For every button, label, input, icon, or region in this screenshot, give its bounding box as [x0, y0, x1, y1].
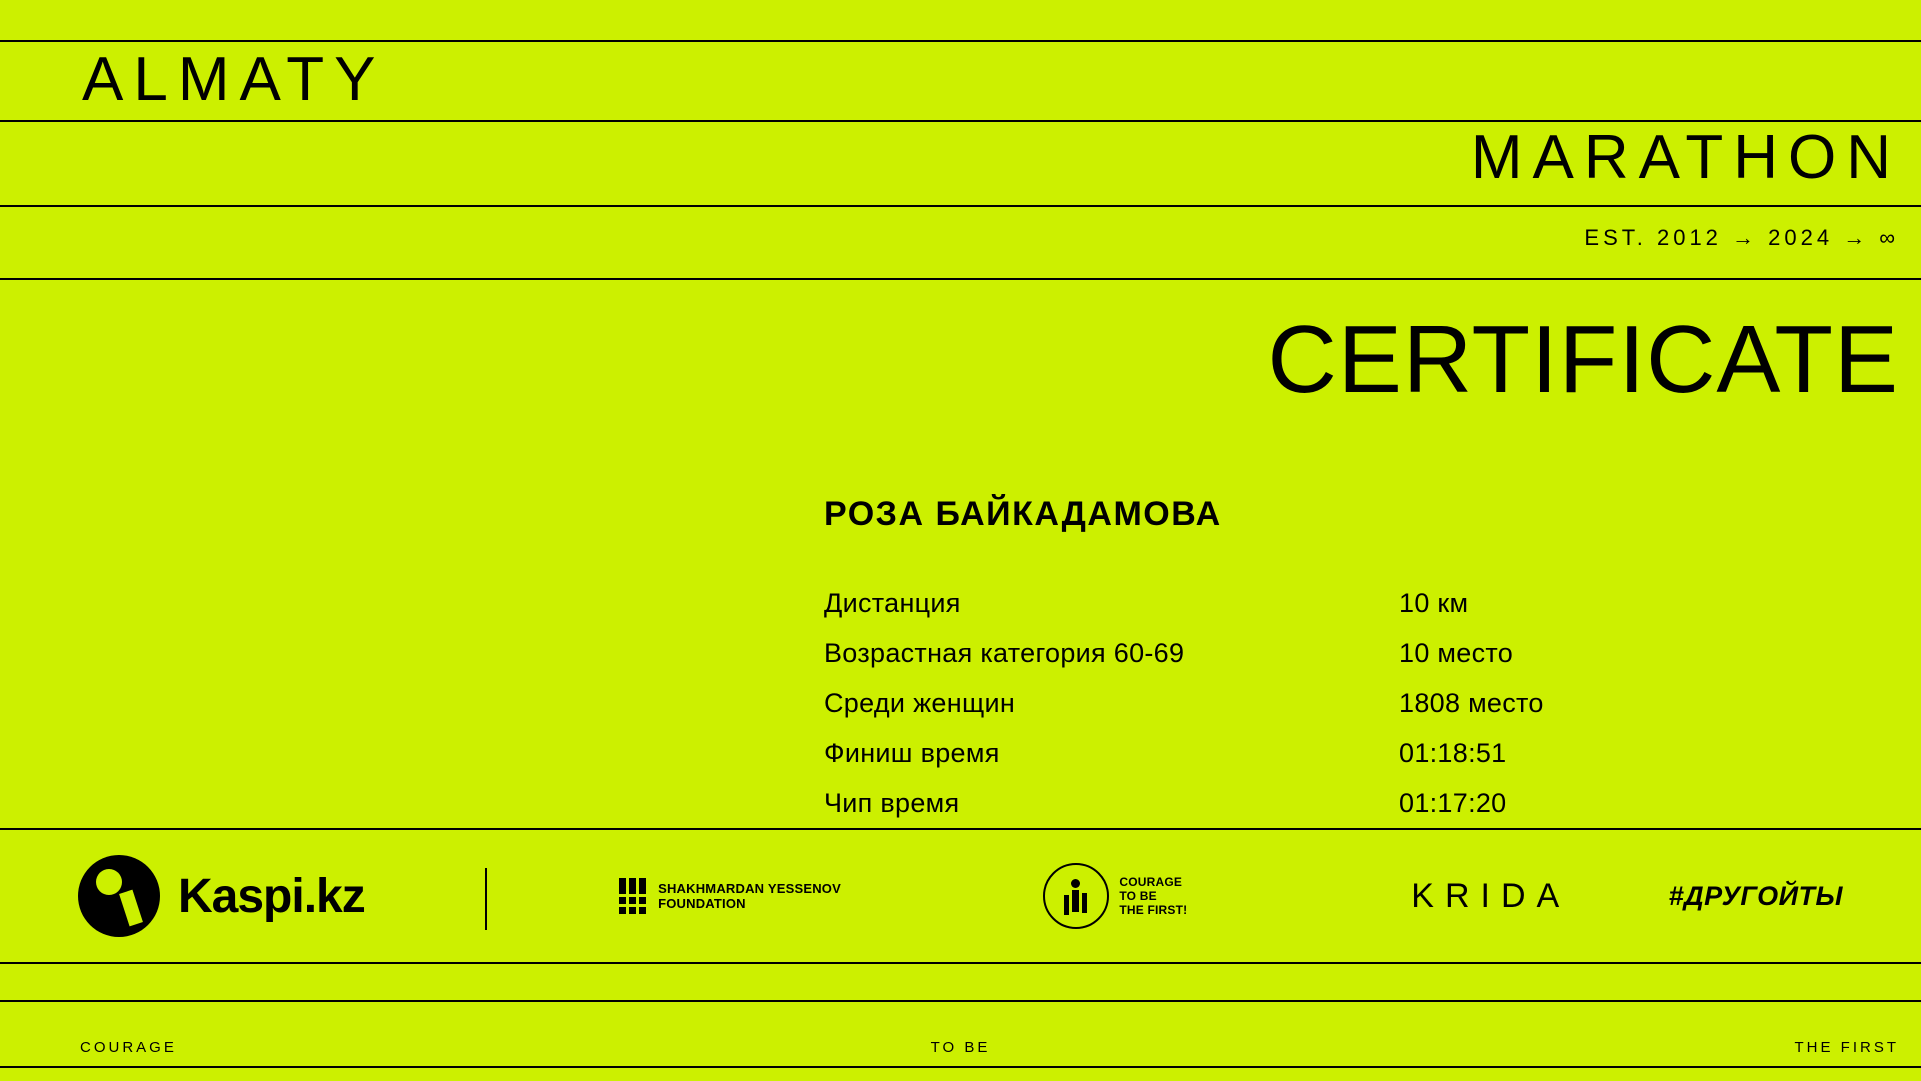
result-label: Возрастная категория 60-69: [824, 638, 1185, 668]
sponsor-label: [658, 881, 841, 911]
table-row: [824, 678, 1704, 728]
sponsor-logo-yessenov: [542, 830, 917, 962]
sponsor-logo-krida: [1313, 830, 1669, 962]
divider-line: [0, 205, 1921, 207]
sponsor-logo-corporate-fund: [918, 830, 1313, 962]
brand-marathon: MARATHON: [1470, 123, 1901, 192]
page-title: CERTIFICATE: [1267, 306, 1899, 413]
sponsor-strip: [0, 830, 1921, 962]
sponsor-logo-drugoity: [1669, 830, 1921, 962]
result-value: 01:17:20: [1399, 788, 1507, 818]
sponsor-label-line3: THE FIRST!: [1119, 903, 1188, 917]
result-label: Среди женщин: [824, 688, 1016, 718]
sponsor-label: Kaspi.kz: [178, 869, 365, 923]
sponsor-logo-kaspi: [0, 830, 542, 962]
slogan-part-1: COURAGE: [80, 1038, 177, 1056]
sponsor-label: #ДРУГОЙТЫ: [1668, 880, 1843, 911]
sponsor-label-line1: SHAKHMARDAN YESSENOV: [658, 881, 841, 896]
slogan-part-3: THE FIRST: [1794, 1038, 1899, 1056]
results-table: [824, 578, 1704, 828]
result-label: Финиш время: [824, 738, 1000, 768]
divider-line: [0, 40, 1921, 42]
divider-line: [0, 278, 1921, 280]
divider-line: [0, 1000, 1921, 1002]
table-row: [824, 728, 1704, 778]
sponsor-divider: [485, 868, 487, 930]
slogan-bar: [0, 1030, 1921, 1064]
divider-line: [0, 962, 1921, 964]
established-line: EST. 2012 → 2024 → ∞: [1584, 225, 1899, 250]
sponsor-label-line2: FOUNDATION: [658, 896, 746, 911]
slogan-part-2: TO BE: [930, 1038, 991, 1056]
result-value: 10 место: [1399, 638, 1514, 668]
result-value: 10 км: [1399, 588, 1469, 618]
corporate-fund-icon: [1043, 863, 1109, 929]
participant-name: РОЗА БАЙКАДАМОВА: [824, 495, 1222, 533]
sponsor-label: [1119, 875, 1187, 917]
result-value: 01:18:51: [1399, 738, 1507, 768]
kaspi-icon: [78, 855, 160, 937]
divider-line: [0, 120, 1921, 122]
sponsor-label-line1: COURAGE: [1119, 875, 1183, 889]
table-row: [824, 778, 1704, 828]
brand-almaty: ALMATY: [82, 45, 386, 114]
sponsor-label: KRIDA: [1411, 876, 1571, 915]
result-label: Чип время: [824, 788, 960, 818]
result-label: Дистанция: [824, 588, 961, 618]
table-row: [824, 628, 1704, 678]
table-row: [824, 578, 1704, 628]
result-value: 1808 место: [1399, 688, 1544, 718]
sponsor-label-line2: TO BE: [1119, 889, 1157, 903]
yessenov-icon: [619, 878, 646, 914]
divider-line: [0, 1066, 1921, 1068]
